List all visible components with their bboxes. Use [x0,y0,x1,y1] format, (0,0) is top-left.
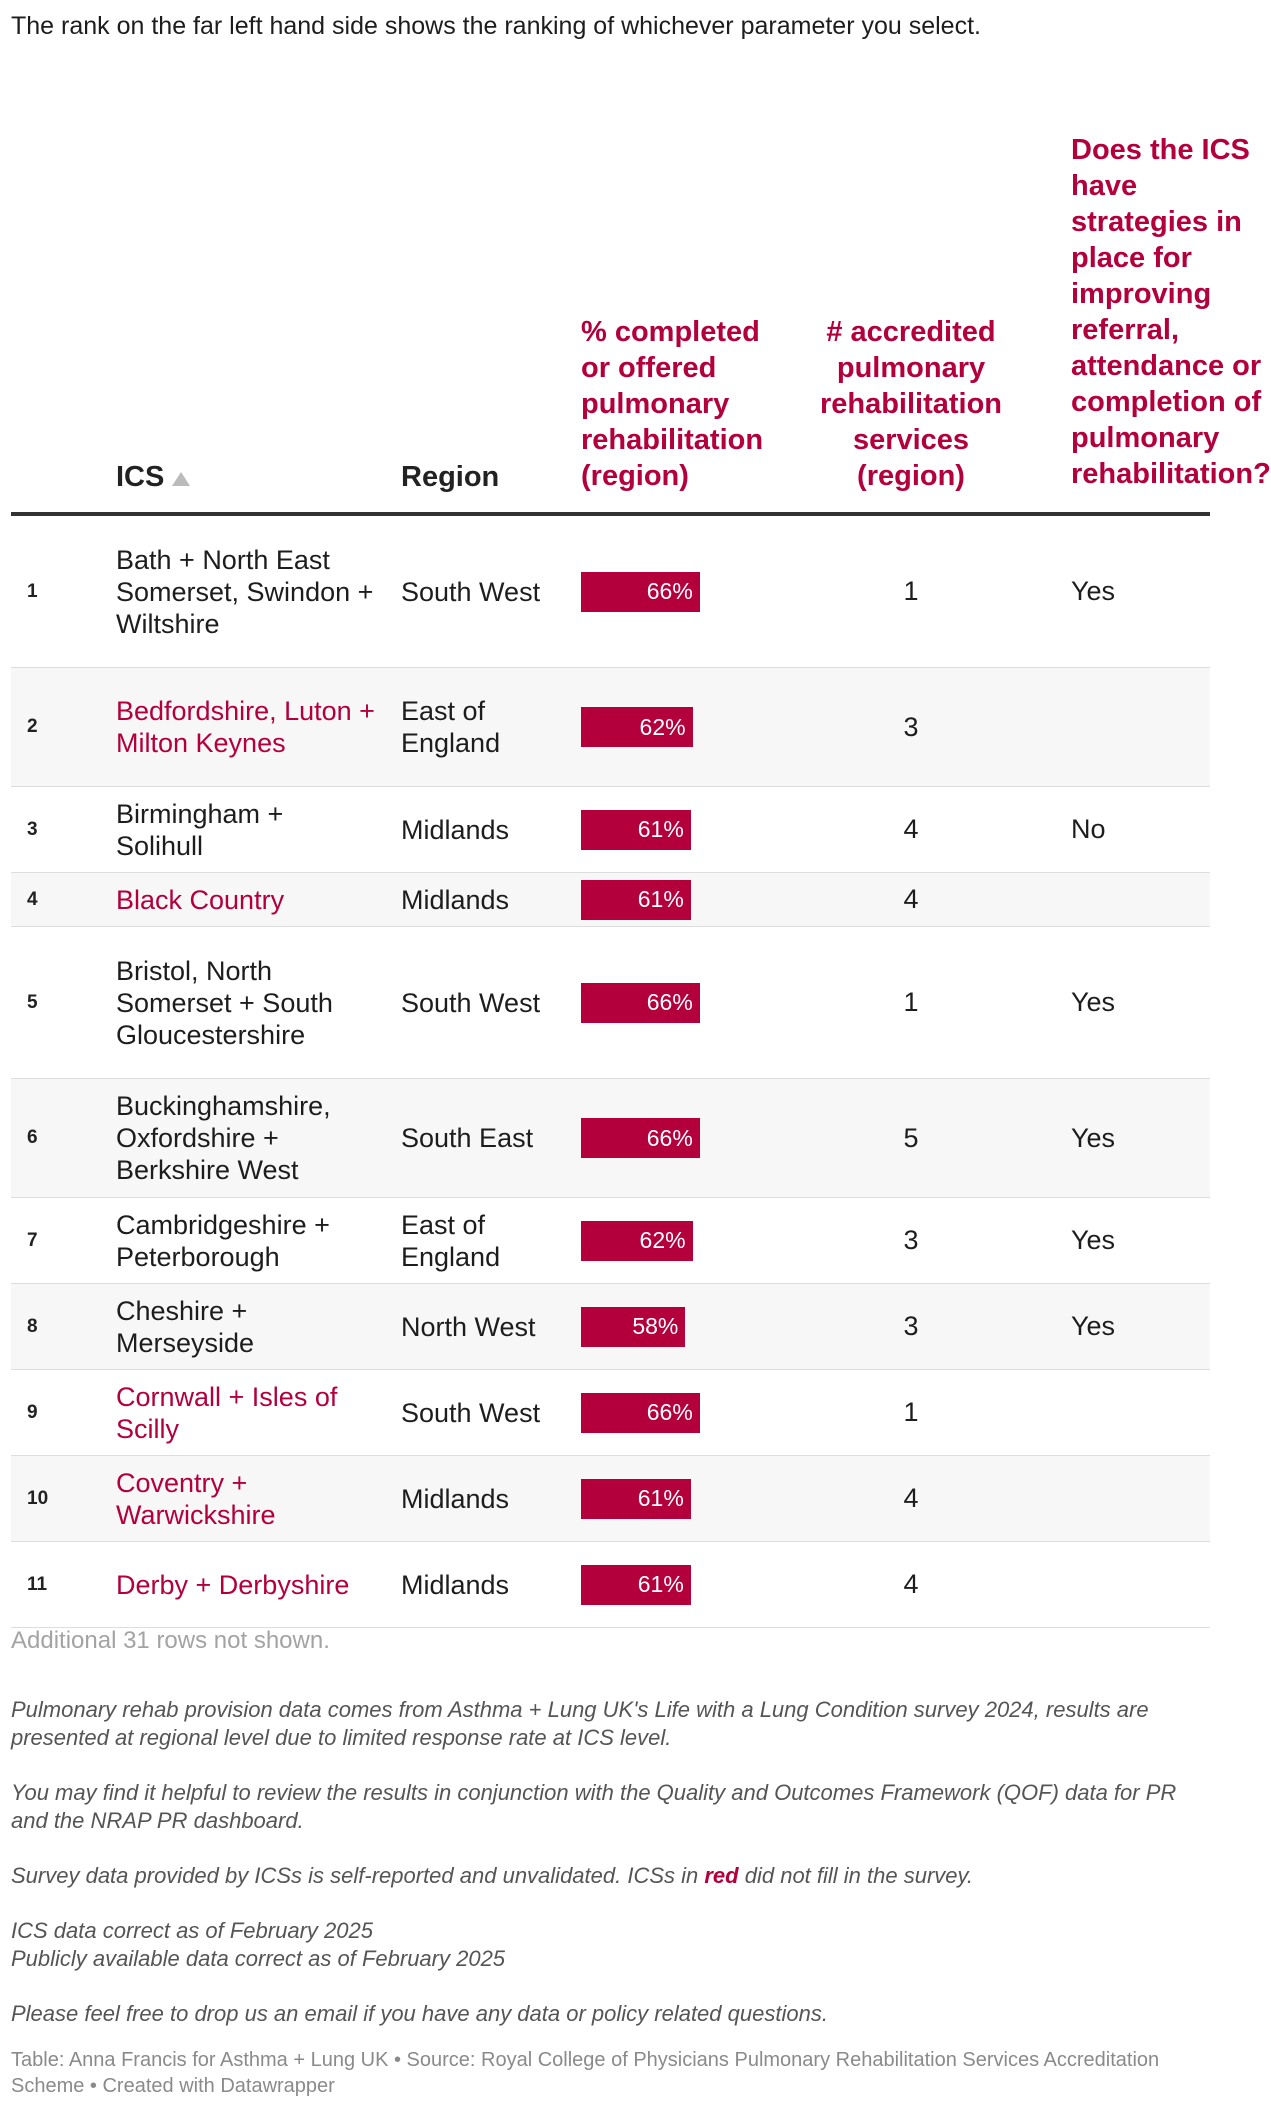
rank-cell: 8 [27,1315,38,1337]
table-row [11,668,1210,787]
pct-bar-cell [581,1370,781,1455]
region-cell: South West [401,576,541,607]
table-row [11,1456,1210,1542]
note-red-word: red [704,1863,739,1888]
pct-bar-cell [581,1284,781,1369]
table-row [11,1198,1210,1284]
rank-cell: 6 [27,1127,38,1148]
accredited-services-cell: 1 [903,576,919,606]
pct-bar: 61% [581,880,691,920]
region-cell: Midlands [401,1483,510,1514]
accredited-services-cell: 4 [903,884,919,914]
accredited-services-cell: 3 [903,1225,919,1255]
strategies-cell: Yes [1071,576,1116,606]
region-cell: Midlands [401,814,510,845]
table-row [11,787,1210,873]
ics-name-cell: Cornwall + Isles of Scilly [116,1381,338,1444]
strategies-cell: No [1071,814,1106,844]
rank-cell: 10 [27,1487,49,1509]
table-row [11,1284,1210,1370]
ics-name-cell: Bedfordshire, Luton + Milton Keynes [116,696,375,758]
column-header-pct-completed[interactable]: % completed or offered pulmonary rehabilitation (region) [581,316,764,492]
pct-bar: 61% [581,1479,691,1519]
pct-bar-cell [581,1198,781,1283]
region-cell: South West [401,1397,541,1428]
pct-bar: 66% [581,983,700,1023]
source-credit: Table: Anna Francis for Asthma + Lung UK • Source: Royal College of Physicians Pulmonary Rehabilitation Services Accreditation Scheme • Created with Datawrapper [11,2049,1160,2097]
strategies-cell: Yes [1071,1122,1116,1153]
table-row [11,1370,1210,1456]
pct-bar-cell [581,1542,781,1627]
region-cell: North West [401,1311,536,1342]
ics-name-cell: Bristol, North Somerset + South Gloucestershire [116,955,333,1050]
ics-name-cell: Derby + Derbyshire [116,1569,350,1600]
accredited-services-cell: 1 [903,1397,919,1427]
accredited-services-cell: 4 [903,1569,919,1599]
region-cell: South West [401,987,541,1018]
rank-cell: 2 [27,716,38,737]
column-header-region[interactable]: Region [401,461,500,493]
table-row [11,516,1210,668]
column-header-strategies[interactable]: Does the ICS have strategies in place for improving referral, attendance or completion of pulmonary rehabilitation? [1071,134,1271,490]
strategies-cell: Yes [1071,1311,1116,1341]
region-cell: Midlands [401,884,510,915]
note-contact: Please feel free to drop us an email if you have any data or policy related questions. [11,2001,828,2026]
intro-text: The rank on the far left hand side shows the ranking of whichever parameter you select. [11,12,981,40]
accredited-services-cell: 4 [903,814,919,844]
region-cell: East of England [401,1209,501,1272]
note-ics-date: ICS data correct as of February 2025 [11,1918,373,1943]
rows-not-shown-note: Additional 31 rows not shown. [11,1627,330,1654]
sort-ascending-icon [172,472,190,486]
note-self-reported-start: Survey data provided by ICSs is self-reported and unvalidated. ICSs in [11,1863,705,1888]
note-self-reported [11,1862,1206,1890]
ics-name-cell: Buckinghamshire, Oxfordshire + Berkshire West [116,1091,331,1185]
ics-name-cell: Birmingham + Solihull [116,798,284,861]
column-header-strategies-clip [1071,126,1271,506]
ics-name-cell: Cheshire + Merseyside [116,1295,255,1358]
strategies-cell: Yes [1071,1225,1116,1255]
notes [11,1696,1206,2028]
pct-bar: 66% [581,572,700,612]
table-header [11,126,1271,516]
table-row [11,1079,1210,1198]
data-table [11,126,1271,1628]
pct-bar: 62% [581,1221,693,1261]
accredited-services-cell: 3 [903,711,919,742]
rank-cell: 9 [27,1401,38,1423]
strategies-cell: Yes [1071,987,1116,1017]
ics-name-cell: Bath + North East Somerset, Swindon + Wiltshire [116,544,374,639]
pct-bar: 66% [581,1393,700,1433]
region-cell: Midlands [401,1569,510,1600]
rank-cell: 1 [27,580,38,602]
pct-bar-cell [581,668,781,786]
column-header-accredited-services[interactable]: # accredited pulmonary rehabilitation services (region) [819,316,1003,492]
accredited-services-cell: 4 [903,1483,919,1513]
pct-bar: 61% [581,810,691,850]
pct-bar-cell [581,1456,781,1541]
pct-bar: 61% [581,1565,691,1605]
rank-cell: 11 [27,1573,48,1595]
column-header-ics[interactable] [116,461,190,494]
ics-name-cell: Cambridgeshire + Peterborough [116,1209,330,1272]
rank-cell: 5 [27,991,38,1013]
accredited-services-cell: 1 [903,987,919,1017]
region-cell: South East [401,1123,534,1153]
pct-bar: 66% [581,1118,700,1158]
rank-cell: 4 [27,888,38,910]
table-row [11,927,1210,1079]
pct-bar-cell [581,516,781,667]
accredited-services-cell: 3 [903,1311,919,1341]
note-public-date: Publicly available data correct as of February 2025 [11,1946,506,1971]
pct-bar-cell [581,787,781,872]
note-survey-source: Pulmonary rehab provision data comes from Asthma + Lung UK's Life with a Lung Condition survey 2024, results are presented at regional level due to limited response rate at ICS level. [11,1697,1149,1750]
rank-cell: 3 [27,818,38,840]
pct-bar: 62% [581,707,693,747]
table-body [11,516,1210,1628]
note-dates [11,1917,1206,1973]
note-self-reported-end: did not fill in the survey. [738,1863,973,1888]
region-cell: East of England [401,696,501,758]
ics-name-cell: Coventry + Warwickshire [116,1467,276,1530]
table-row [11,873,1210,927]
pct-bar-cell [581,873,781,926]
column-header-ics-label: ICS [116,461,165,493]
table-row [11,1542,1210,1628]
ics-name-cell: Black Country [116,884,285,915]
rank-cell: 7 [27,1229,38,1251]
pct-bar: 58% [581,1307,685,1347]
pct-bar-cell [581,927,781,1078]
accredited-services-cell: 5 [903,1122,919,1153]
note-qof: You may find it helpful to review the results in conjunction with the Quality and Outcomes Framework (QOF) data for PR and the NRAP PR dashboard. [11,1780,1177,1833]
pct-bar-cell [581,1079,781,1197]
